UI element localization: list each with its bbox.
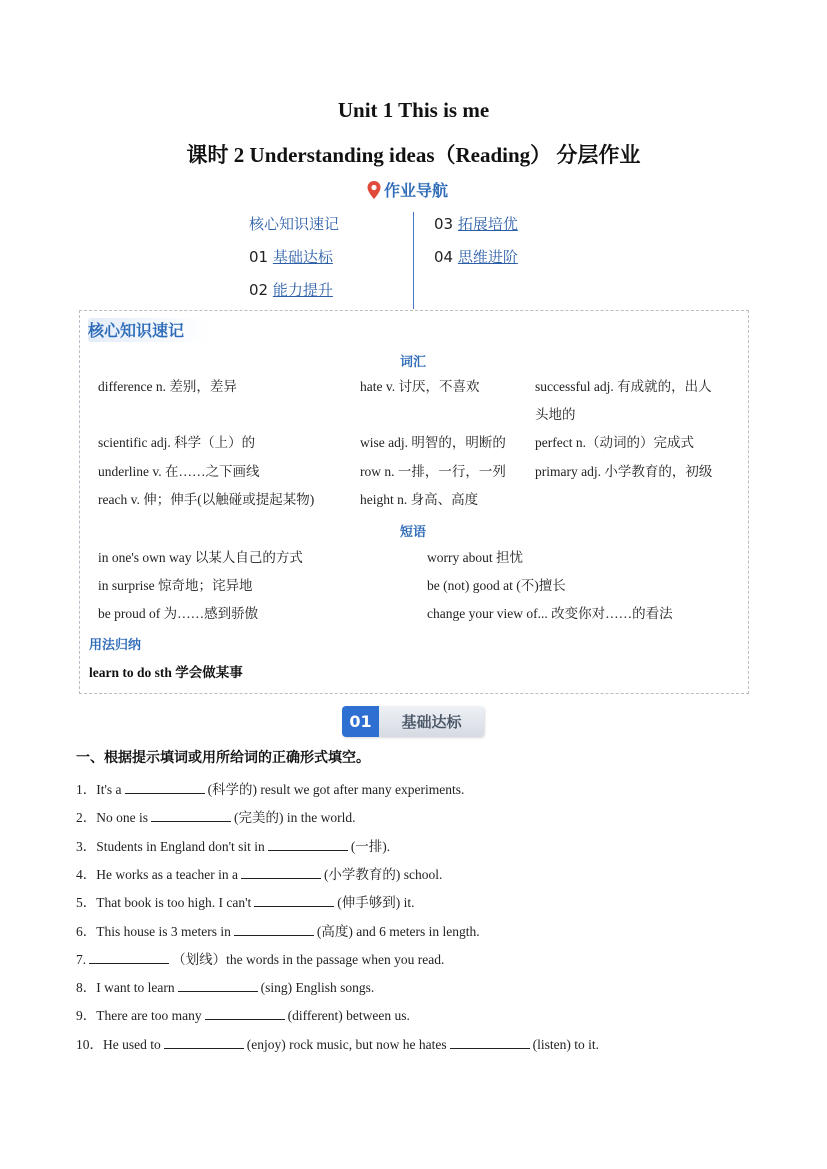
question-item: 6．This house is 3 meters in (高度) and 6 meters in length. [76, 924, 480, 939]
nav-item-link[interactable]: 能力提升 [272, 281, 333, 299]
vocab-cell: scientific adj. 科学（上）的 [98, 435, 256, 450]
question-item: 5．That book is too high. I can't (伸手够到) it. [76, 895, 415, 910]
vocab-cell: height n. 身高、高度 [360, 492, 479, 507]
answer-blank[interactable] [125, 781, 205, 794]
section-num: 01 [342, 706, 379, 737]
page-subtitle: 课时 2 Understanding ideas（Reading） 分层作业 [186, 143, 641, 167]
question-item: 1．It's a (科学的) result we got after many experiments. [76, 782, 465, 797]
nav-item-03[interactable] [434, 213, 518, 234]
vocab-cell: reach v. 伸；伸手(以触碰或提起某物) [98, 492, 315, 507]
nav-item-01[interactable] [249, 246, 333, 267]
location-pin-icon [367, 181, 381, 199]
phrase-cell: worry about 担忧 [427, 550, 523, 565]
answer-blank[interactable] [450, 1036, 530, 1049]
phrase-cell: be (not) good at (不)擅长 [427, 578, 566, 593]
question-item: 7. （划线）the words in the passage when you read. [76, 952, 445, 967]
page-title: Unit 1 This is me [337, 98, 490, 122]
nav-item-link[interactable]: 拓展培优 [457, 215, 518, 233]
nav-badge [367, 178, 448, 201]
question-item: 3．Students in England don't sit in (一排). [76, 839, 391, 854]
phrase-cell: be proud of 为……感到骄傲 [98, 606, 259, 621]
section-01-tag [342, 706, 484, 737]
nav-item-num: 01 [249, 248, 273, 266]
nav-badge-label: 作业导航 [384, 181, 449, 200]
answer-blank[interactable] [241, 866, 321, 879]
nav-divider [413, 212, 414, 309]
question-item: 10．He used to (enjoy) rock music, but now he hates (listen) to it. [76, 1037, 599, 1052]
nav-item-core[interactable] [249, 213, 339, 234]
answer-blank[interactable] [234, 923, 314, 936]
vocab-cell: row n. 一排，一行，一列 [360, 464, 506, 479]
vocab-cell: perfect n.（动词的）完成式 [535, 435, 694, 450]
nav-item-num: 04 [434, 248, 458, 266]
vocab-cell: hate v. 讨厌，不喜欢 [360, 379, 480, 394]
section-label: 基础达标 [379, 706, 484, 737]
question-item: 2．No one is (完美的) in the world. [76, 810, 356, 825]
nav-item-num: 02 [249, 281, 273, 299]
question-item: 9．There are too many (different) between us. [76, 1008, 410, 1023]
vocab-title: 词汇 [400, 355, 427, 370]
question-item: 8．I want to learn (sing) English songs. [76, 980, 375, 995]
nav-item-link[interactable]: 思维进阶 [457, 248, 518, 266]
usage-title: 用法归纳 [89, 638, 142, 653]
phrase-cell: change your view of... 改变你对……的看法 [427, 606, 673, 621]
vocab-cell: underline v. 在……之下画线 [98, 464, 260, 479]
answer-blank[interactable] [151, 809, 231, 822]
answer-blank[interactable] [205, 1007, 285, 1020]
phrase-cell: in one's own way 以某人自己的方式 [98, 550, 303, 565]
vocab-cell: 头地的 [535, 407, 576, 422]
core-heading: 核心知识速记 [88, 321, 185, 340]
usage-text: learn to do sth 学会做某事 [89, 665, 243, 680]
question-item: 4．He works as a teacher in a (小学教育的) school. [76, 867, 443, 882]
vocab-cell: wise adj. 明智的，明断的 [360, 435, 506, 450]
answer-blank[interactable] [89, 951, 169, 964]
nav-item-02[interactable] [249, 279, 333, 300]
answer-blank[interactable] [268, 838, 348, 851]
nav-item-04[interactable] [434, 246, 518, 267]
answer-blank[interactable] [178, 979, 258, 992]
instruction: 一、根据提示填词或用所给词的正确形式填空。 [76, 750, 370, 766]
nav-item-num: 03 [434, 215, 458, 233]
phrase-title: 短语 [400, 525, 427, 540]
answer-blank[interactable] [164, 1036, 244, 1049]
vocab-cell: primary adj. 小学教育的，初级 [535, 464, 713, 479]
nav-item-link[interactable]: 基础达标 [272, 248, 333, 266]
phrase-cell: in surprise 惊奇地；诧异地 [98, 578, 253, 593]
vocab-cell: difference n. 差别，差异 [98, 379, 237, 394]
nav-item-label: 核心知识速记 [249, 215, 340, 233]
vocab-cell: successful adj. 有成就的，出人 [535, 379, 712, 394]
answer-blank[interactable] [254, 894, 334, 907]
